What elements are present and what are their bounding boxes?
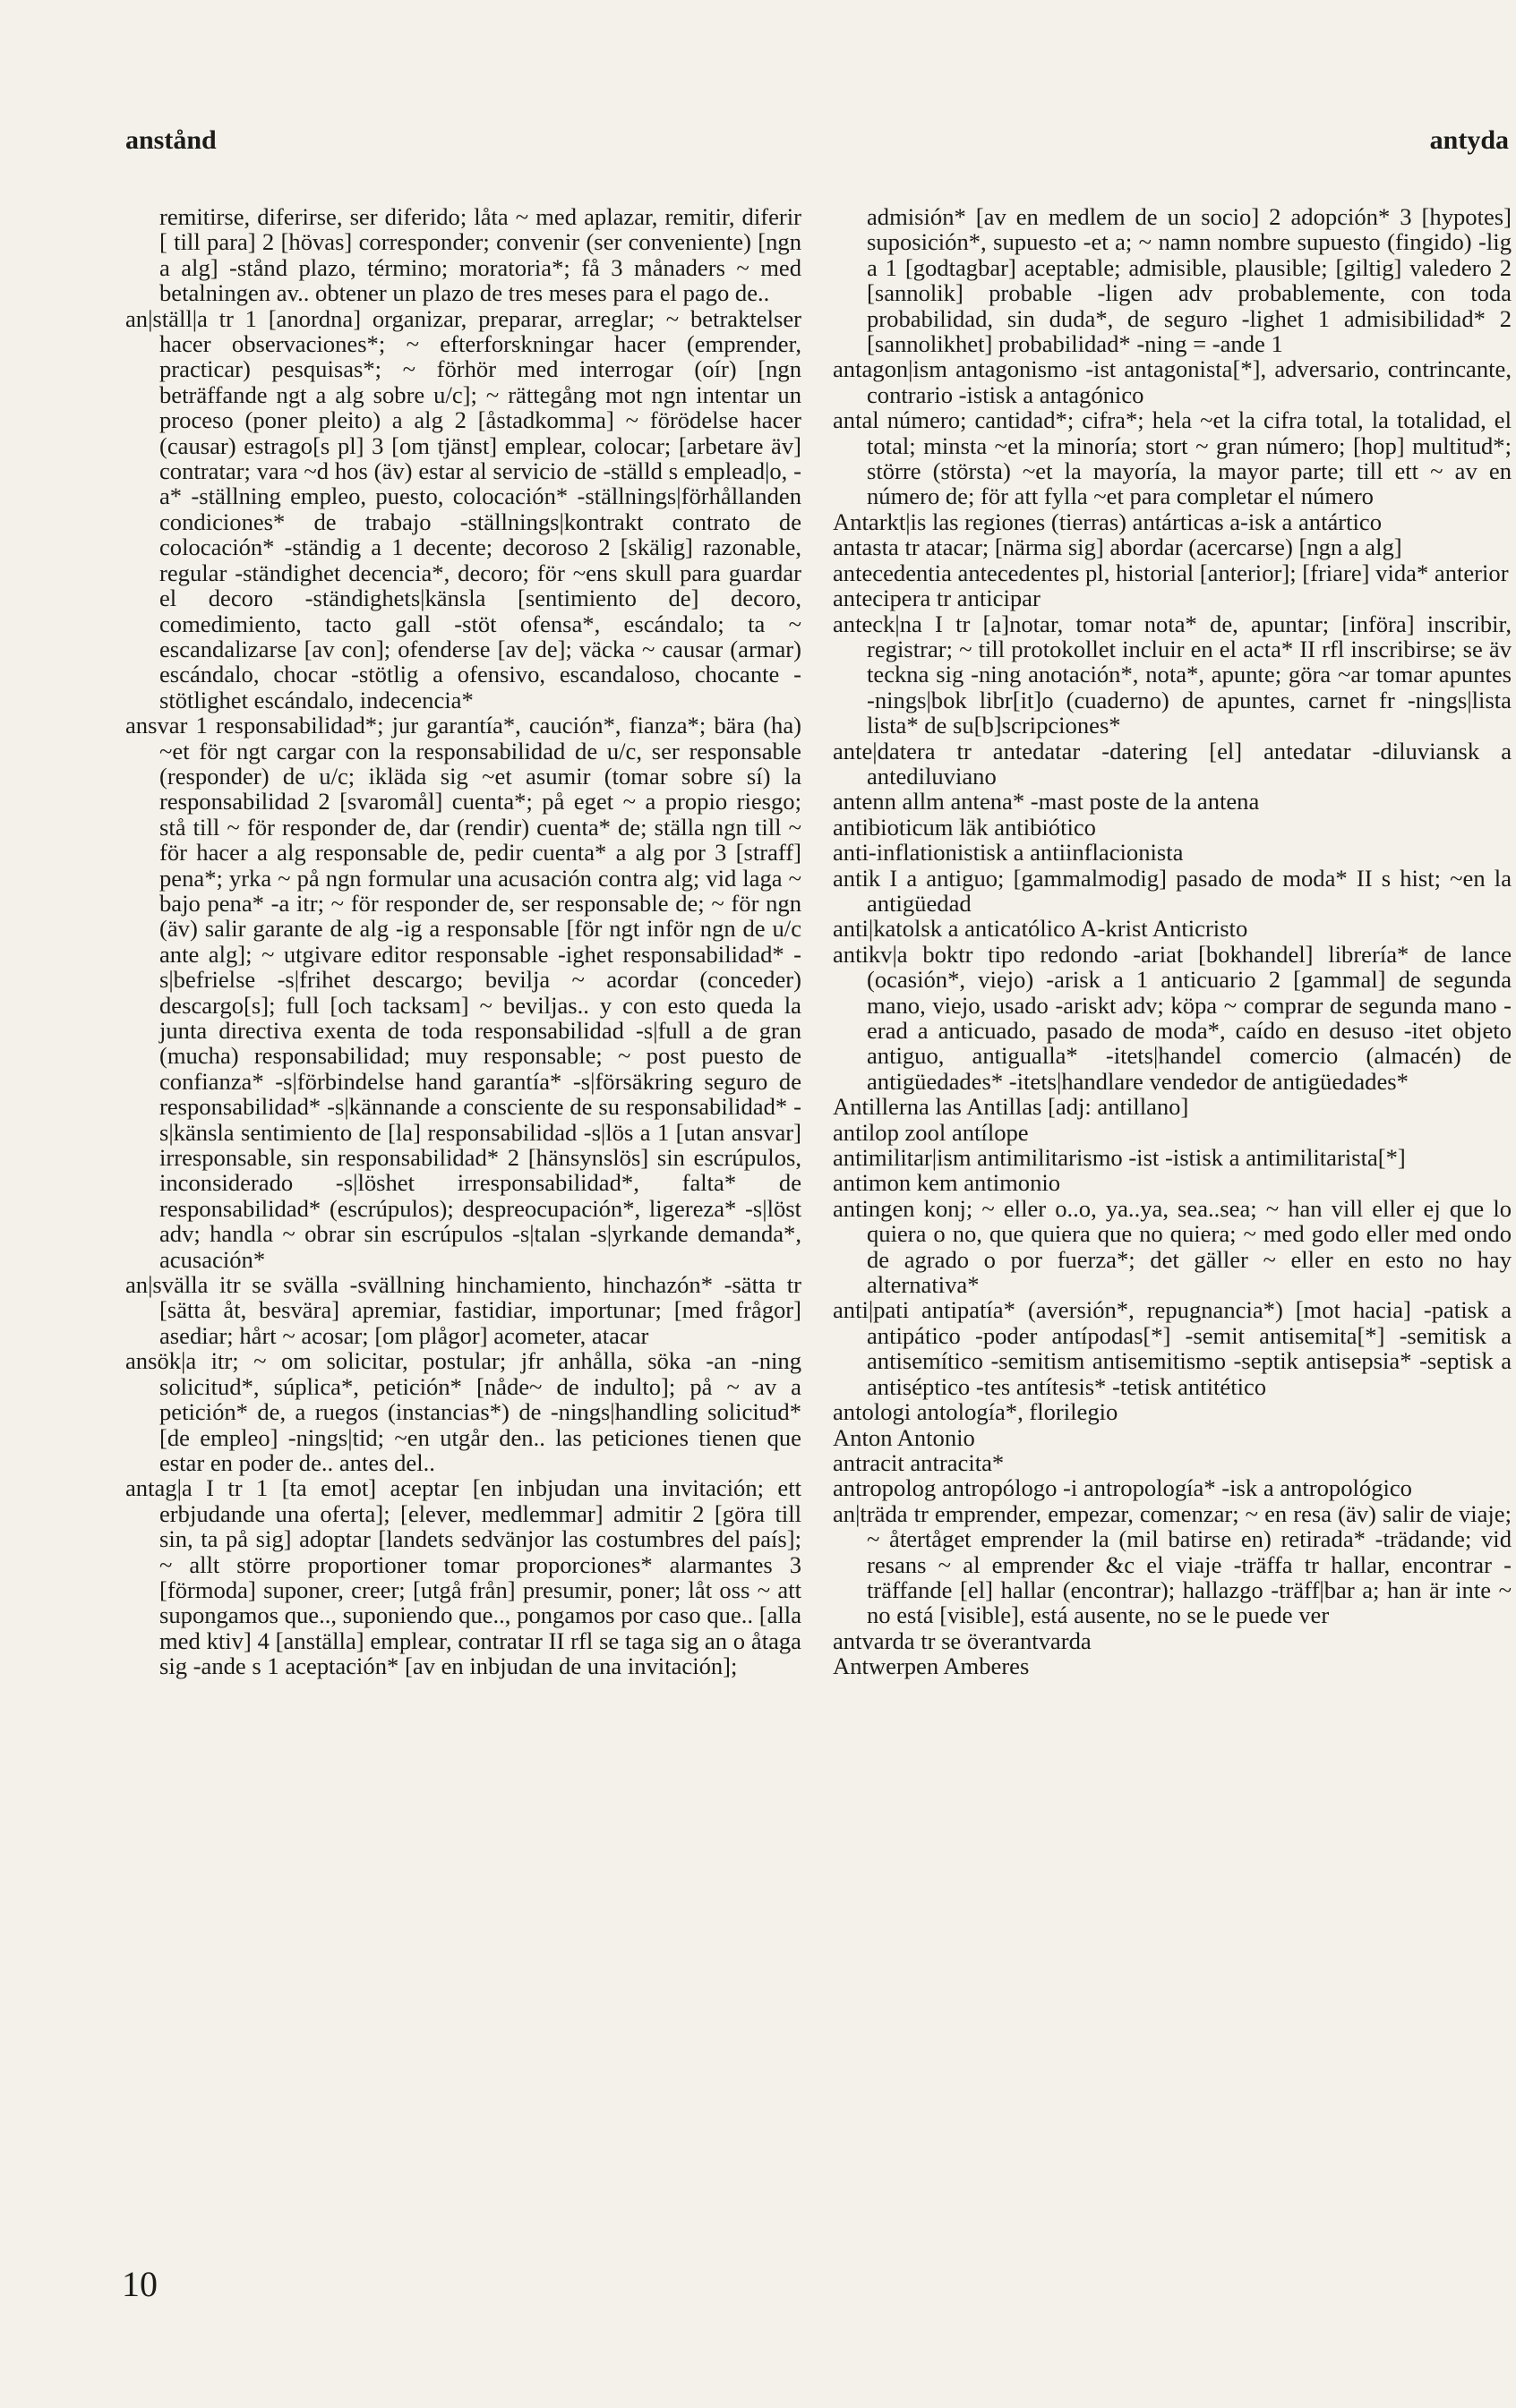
dictionary-entry: ante|datera tr antedatar -datering [el] antedatar -diluviansk a antediluviano <box>833 737 1512 790</box>
dictionary-entry: antologi antología*, florilegio <box>833 1398 1118 1426</box>
dictionary-entry: Antillerna las Antillas [adj: antillano] <box>833 1093 1189 1121</box>
dictionary-entry: antropolog antropólogo -i antropología* -isk a antropológico <box>833 1474 1412 1502</box>
dictionary-entry: an|ställ|a tr 1 [anordna] organizar, preparar, arreglar; ~ betraktelser hacer observaciones*; ~ efterforskningar hacer (emprender, practicar) pesquisas*; ~ förhör med interrogar (oír) [ngn beträffande ngt a alg sobre u/c]; ~ rättegång mot ngn intentar un proceso (poner pleito) a alg 2 [åstadkomma] ~ förödelse hacer (causar) estrago[s pl] 3 [om tjänst] emplear, colocar; [arbetare äv] contratar; vara ~d hos (äv) estar al servicio de -ställd s emplead|o, -a* -ställning empleo, puesto, colocación* -ställnings|förhållanden condiciones* de trabajo -ställnings|kontrakt contrato de colocación* -ständig a 1 decente; decoroso 2 [skälig] razonable, regular -ständighet decencia*, decoro; för ~ens skull para guardar el decoro -ständighets|känsla [sentimiento de] decoro, comedimiento, tacto gall -stöt ofensa*, escándalo; ta ~ escandalizarse [av con]; ofenderse [av de]; väcka ~ causar (armar) escándalo, chocar -stötlig a ofensivo, escandaloso, chocante -stötlighet escándalo, indecencia* <box>125 304 801 713</box>
dictionary-entry: antracit antracita* <box>833 1448 1005 1476</box>
right-column <box>833 204 1512 1679</box>
dictionary-entry: antvarda tr se överantvarda <box>833 1627 1092 1654</box>
dictionary-entry: antecedentia antecedentes pl, historial [anterior]; [friare] vida* anterior <box>833 559 1509 586</box>
dictionary-entry: Antarkt|is las regiones (tierras) antárticas a-isk a antártico <box>833 508 1383 535</box>
dictionary-entry: ansvar 1 responsabilidad*; jur garantía*, caución*, fianza*; bära (ha) ~et för ngt cargar con la responsabilidad de u/c, ser responsable (responder) de u/c; ikläda sig ~et asumir (tomar sobre sí) la responsabilidad 2 [svaromål] cuenta*; på eget ~ a propio riesgo; stå till ~ för responder de, dar (rendir) cuenta* de; ställa ngn till ~ för hacer a alg responsable de, pedir cuenta* a alg por 3 [straff] pena*; yrka ~ på ngn formular una acusación contra alg; vid laga ~ bajo pena* -a itr; ~ för responder de, ser responsable de; ~ för ngn (äv) salir garante de alg -ig a responsable [för ngt inför ngn de u/c ante alg]; ~ utgivare editor responsable -ighet responsabilidad* -s|befrielse -s|frihet descargo; bevilja ~ acordar (conceder) descargo[s]; full [och tacksam] ~ beviljas.. y con esto queda la junta directiva exenta de toda responsabilidad -s|full a de gran (mucha) responsabilidad; muy responsable; ~ post puesto de confianza* -s|förbindelse hand garantía* -s|försäkring seguro de responsabilidad* -s|kännande a consciente de su responsabilidad* -s|känsla sentimiento de [la] responsabilidad -s|lös a 1 [utan ansvar] irresponsable, sin responsabilidad* 2 [hänsynslös] sin escrúpulos, inconsiderado -s|löshet irresponsabilidad*, falta* de responsabilidad* (escrúpulos); despreocupación*, ligereza* -s|löst adv; handla ~ obrar sin escrúpulos -s|talan -s|yrkande demanda*, acusación* <box>125 712 801 1273</box>
dictionary-entry: anti|pati antipatía* (aversión*, repugnancia*) [mot hacia] -patisk a antipático -poder antípodas[*] -semit antisemita[*] -semitisk a antisemítico -semitism antisemitismo -septik antisepsia* -septisk a antiséptico -tes antítesis* -tetisk antitético <box>833 1296 1512 1400</box>
dictionary-entry: an|svälla itr se svälla -svällning hinchamiento, hinchazón* -sätta tr [sätta åt, besvära] apremiar, fastidiar, importunar; [med frågor] asediar; hårt ~ acosar; [om plågor] acometer, atacar <box>125 1271 801 1349</box>
dictionary-entry: antimilitar|ism antimilitarismo -ist -istisk a antimilitarista[*] <box>833 1144 1406 1172</box>
page-number: 10 <box>122 2264 158 2304</box>
dictionary-entry: antenn allm antena* -mast poste de la antena <box>833 788 1260 815</box>
dictionary-entry: antal número; cantidad*; cifra*; hela ~et la cifra total, la totalidad, el total; minsta ~et la minoría; stort ~ gran número; [hop] multitud*; större (största) ~et la mayoría, la mayor parte; till ett ~ av en número de; för att fylla ~et para completar el número <box>833 406 1512 510</box>
dictionary-entry: an|träda tr emprender, empezar, comenzar; ~ en resa (äv) salir de viaje; ~ återtåget emprender la (mil batirse en) retirada* -trädande; vid resans ~ al emprender &c el viaje -träffa tr hallar, encontrar -träffande [el] hallar (encontrar); hallazgo -träff|bar a; han är inte ~ no está [visible], está ausente, no se le puede ver <box>833 1499 1512 1629</box>
left-guide-word: anstånd <box>125 125 217 155</box>
dictionary-entry: Anton Antonio <box>833 1423 975 1451</box>
dictionary-entry: antag|a I tr 1 [ta emot] aceptar [en inbjudan una invitación; ett erbjudande una oferta]; [elever, medlemmar] admitir 2 [göra till sin, ta på sig] adoptar [landets sedvänjor las costumbres del país]; ~ allt större proportioner tomar proporciones* alarmantes 3 [förmoda] suponer, creer; [utgå från] presumir, poner; låt oss ~ att supongamos que.., suponiendo que.., pongamos por caso que.. [alla med ktiv] 4 [anställa] emplear, contratar II rfl se taga sig an o åtaga sig -ande s 1 aceptación* [av en inbjudan de una invitación]; <box>125 1474 801 1680</box>
dictionary-entry: ansök|a itr; ~ om solicitar, postular; jfr anhålla, söka -an -ning solicitud*, súplica*, petición* [nåde~ de indulto]; på ~ av a petición* de, a ruegos (instancias*) de -nings|handling solicitud* [de empleo] -nings|tid; ~en utgår den.. las peticiones tienen que estar en poder de.. antes del.. <box>125 1347 801 1476</box>
dictionary-entry: antikv|a boktr tipo redondo -ariat [bokhandel] librería* de lance (ocasión*, viejo) -arisk a 1 anticuario 2 [gammal] de segunda mano, viejo, usado -ariskt adv; köpa ~ comprar de segunda mano -erad a anticuado, pasado de moda*, caído en desuso -itet objeto antiguo, antigualla* -itets|handel comercio (almacén) de antigüedades* -itets|handlare vendedor de antigüedades* <box>833 940 1512 1095</box>
right-guide-word: antyda <box>1429 125 1509 155</box>
dictionary-entry: antibioticum läk antibiótico <box>833 813 1096 841</box>
left-column <box>125 204 801 1679</box>
dictionary-entry: antagon|ism antagonismo -ist antagonista[*], adversario, contrincante, contrario -istisk a antagónico <box>833 355 1512 408</box>
entry-continuation: admisión* [av en medlem de un socio] 2 adopción* 3 [hypotes] suposición*, supuesto -et a; ~ namn nombre supuesto (fingido) -lig a 1 [godtagbar] aceptable; admisible, plausible; [giltig] valedero 2 [sannolik] probable -ligen adv probablemente, con toda probabilidad, sin duda*, de seguro -lighet 1 admisibilidad* 2 [sannolikhet] probabilidad* -ning = -ande 1 <box>867 203 1512 358</box>
dictionary-entry: antecipera tr anticipar <box>833 585 1041 612</box>
dictionary-entry: antimon kem antimonio <box>833 1169 1061 1197</box>
dictionary-entry: Antwerpen Amberes <box>833 1652 1030 1680</box>
dictionary-entry: antilop zool antílope <box>833 1118 1029 1146</box>
dictionary-entry: antasta tr atacar; [närma sig] abordar (acercarse) [ngn a alg] <box>833 534 1402 561</box>
entry-continuation: remitirse, diferirse, ser diferido; låta ~ med aplazar, remitir, diferir [ till para] 2 [hövas] corresponder; convenir (ser conveniente) [ngn a alg] -stånd plazo, término; moratoria*; få 3 månaders ~ med betalningen av.. obtener un plazo de tres meses para el pago de.. <box>159 203 801 307</box>
dictionary-entry: antik I a antiguo; [gammalmodig] pasado de moda* II s hist; ~en la antigüedad <box>833 864 1512 917</box>
dictionary-entry: anteck|na I tr [a]notar, tomar nota* de, apuntar; [införa] inscribir, registrar; ~ till protokollet incluir en el acta* II rfl inscribirse; se äv teckna sig -ning anotación*, nota*, apunte; göra ~ar tomar apuntes -nings|bok libr[it]o (cuaderno) de apuntes, carnet fr -nings|lista lista* de su[b]scripciones* <box>833 610 1512 739</box>
dictionary-entry: anti-inflationistisk a antiinflacionista <box>833 839 1184 867</box>
dictionary-entry: antingen konj; ~ eller o..o, ya..ya, sea..sea; ~ han vill eller ej que lo quiera o no, que quiera que no quiera; ~ med godo eller med ondo de agrado o por fuerza*; det gäller ~ eller en esto no hay alternativa* <box>833 1194 1512 1299</box>
dictionary-entry: anti|katolsk a anticatólico A-krist Anticristo <box>833 915 1248 943</box>
